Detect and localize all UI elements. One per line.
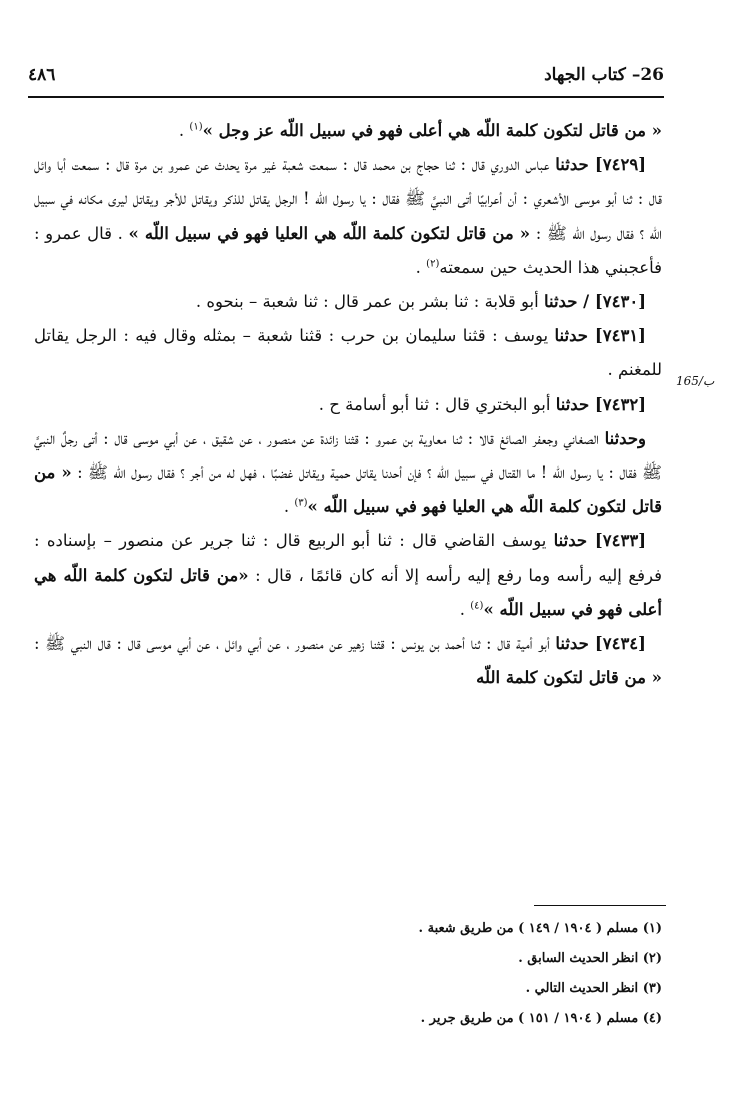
bold-text: [٧٤٣١] (594, 326, 646, 346)
chapter-title: 26– كتاب الجهاد (544, 65, 664, 85)
text-segment: يوسف القاضي قال : ثنا أبو الربيع قال : ثنا جرير عن منصور – بإسناده : فرفع إليه رأسه وما رفع إليه رأسه إلا أنه كان قائمًا ، قال : (34, 531, 662, 585)
footnote: (١) مسلم ( ١٩٠٤ / ١٤٩ ) من طريق شعبة . (418, 921, 662, 936)
bold-text: [٧٤٢٩] (594, 155, 646, 175)
bold-text: « من قاتل لتكون كلمة اللّه هي أعلى فهو في سبيل اللّه عز وجل » (202, 121, 662, 140)
footnote: (٢) انظر الحديث السابق . (518, 951, 662, 966)
text-segment: أبو أمية قال : ثنا أحمد بن يونس : قثنا زهير عن منصور ، عن أبي وائل ، عن أبي موسى قال : قال النبي ﷺ : (34, 634, 556, 654)
hadith-paragraph (34, 114, 662, 148)
bold-text: « من قاتل لتكون كلمة اللّه هي العليا فهو في سبيل اللّه » (34, 463, 662, 517)
hadith-paragraph (34, 627, 662, 695)
bold-text: حدثنا (555, 155, 595, 175)
text-segment: . (459, 599, 471, 619)
bold-text: « من قاتل لتكون كلمة اللّه هي العليا فهو في سبيل اللّه » (128, 223, 531, 243)
bold-text: حدثنا (555, 394, 595, 414)
text-segment: . (283, 497, 295, 517)
text-segment: . قال عمرو : فأعجبني هذا الحديث حين سمعته (34, 223, 662, 277)
hadith-text (34, 114, 662, 695)
text-segment: يوسف : قثنا سليمان بن حرب : قثنا شعبة – بمثله وقال فيه : الرجل يقاتل للمغنم . (34, 326, 662, 380)
bold-text: وحدثنا (604, 428, 646, 448)
bold-text: حدثنا (553, 531, 595, 551)
hadith-paragraph (34, 285, 662, 319)
footnotes (34, 914, 662, 1034)
footnote-rule (534, 905, 666, 906)
bold-text: [٧٤٣٢] (594, 394, 646, 414)
footnote: (٣) انظر الحديث التالي . (525, 981, 662, 996)
bold-text: حدثنا (554, 326, 595, 346)
page-header (28, 58, 664, 92)
footnote-ref: (٢) (426, 258, 440, 270)
bold-text: «من قاتل لتكون كلمة اللّه هي أعلى فهو في سبيل اللّه » (34, 565, 662, 619)
hadith-paragraph (34, 422, 662, 525)
footnote-ref: (٣) (294, 497, 308, 509)
bold-text: [٧٤٣٣] (594, 531, 646, 551)
bold-text: / حدثنا (543, 292, 595, 312)
page-number: ٤٨٦ (28, 65, 56, 85)
header-rule (28, 96, 664, 98)
hadith-paragraph (34, 388, 662, 422)
bold-text: [٧٤٣٠] (594, 292, 646, 312)
footnote: (٤) مسلم ( ١٩٠٤ / ١٥١ ) من طريق جرير . (420, 1011, 662, 1026)
text-segment: أبو البختري قال : ثنا أبو أسامة ح . (318, 394, 556, 414)
footnote-ref: (٤) (470, 600, 484, 612)
text-segment: . (415, 257, 427, 277)
text-segment: . (178, 121, 190, 140)
bold-text: « من قاتل لتكون كلمة اللّه (476, 668, 662, 688)
hadith-paragraph (34, 319, 662, 387)
bold-text: [٧٤٣٤] (594, 634, 646, 654)
hadith-paragraph (34, 148, 662, 285)
hadith-paragraph (34, 524, 662, 627)
bold-text: حدثنا (555, 634, 595, 654)
text-segment: أبو قلابة : ثنا بشر بن عمر قال : ثنا شعبة – بنحوه . (195, 292, 544, 312)
manuscript-folio-note: 165/ب (676, 374, 715, 388)
text-segment: الصغاني وجعفر الصائغ قالا : ثنا معاوية بن عمرو : قثنا زائدة عن منصور ، عن شقيق ، عن أبي موسى قال : أتى رجلٌ النبيَّ ﷺ فقال : يا رسول اللّه ! ما القتال في سبيل اللّه ؟ فإن أحدنا يقاتل حمية ويقاتل غضبًا ، فهل له من أجر ؟ فقال رسول اللّه ﷺ : (34, 428, 662, 483)
text-segment: عباس الدوري قال : ثنا حجاج بن محمد قال : سمعت شعبة غير مرة يحدث عن عمرو بن مرة قال : سمعت أبا وائل قال : ثنا أبو موسى الأشعري : أن أعرابيًا أتى النبيَّ ﷺ فقال : يا رسول اللّه ! الرجل يقاتل للذكر ويقاتل للأجر ويقاتل ليرى مكانه في سبيل اللّه ؟ فقال رسول اللّه ﷺ : (34, 155, 662, 243)
footnote-ref: (١) (189, 121, 203, 133)
